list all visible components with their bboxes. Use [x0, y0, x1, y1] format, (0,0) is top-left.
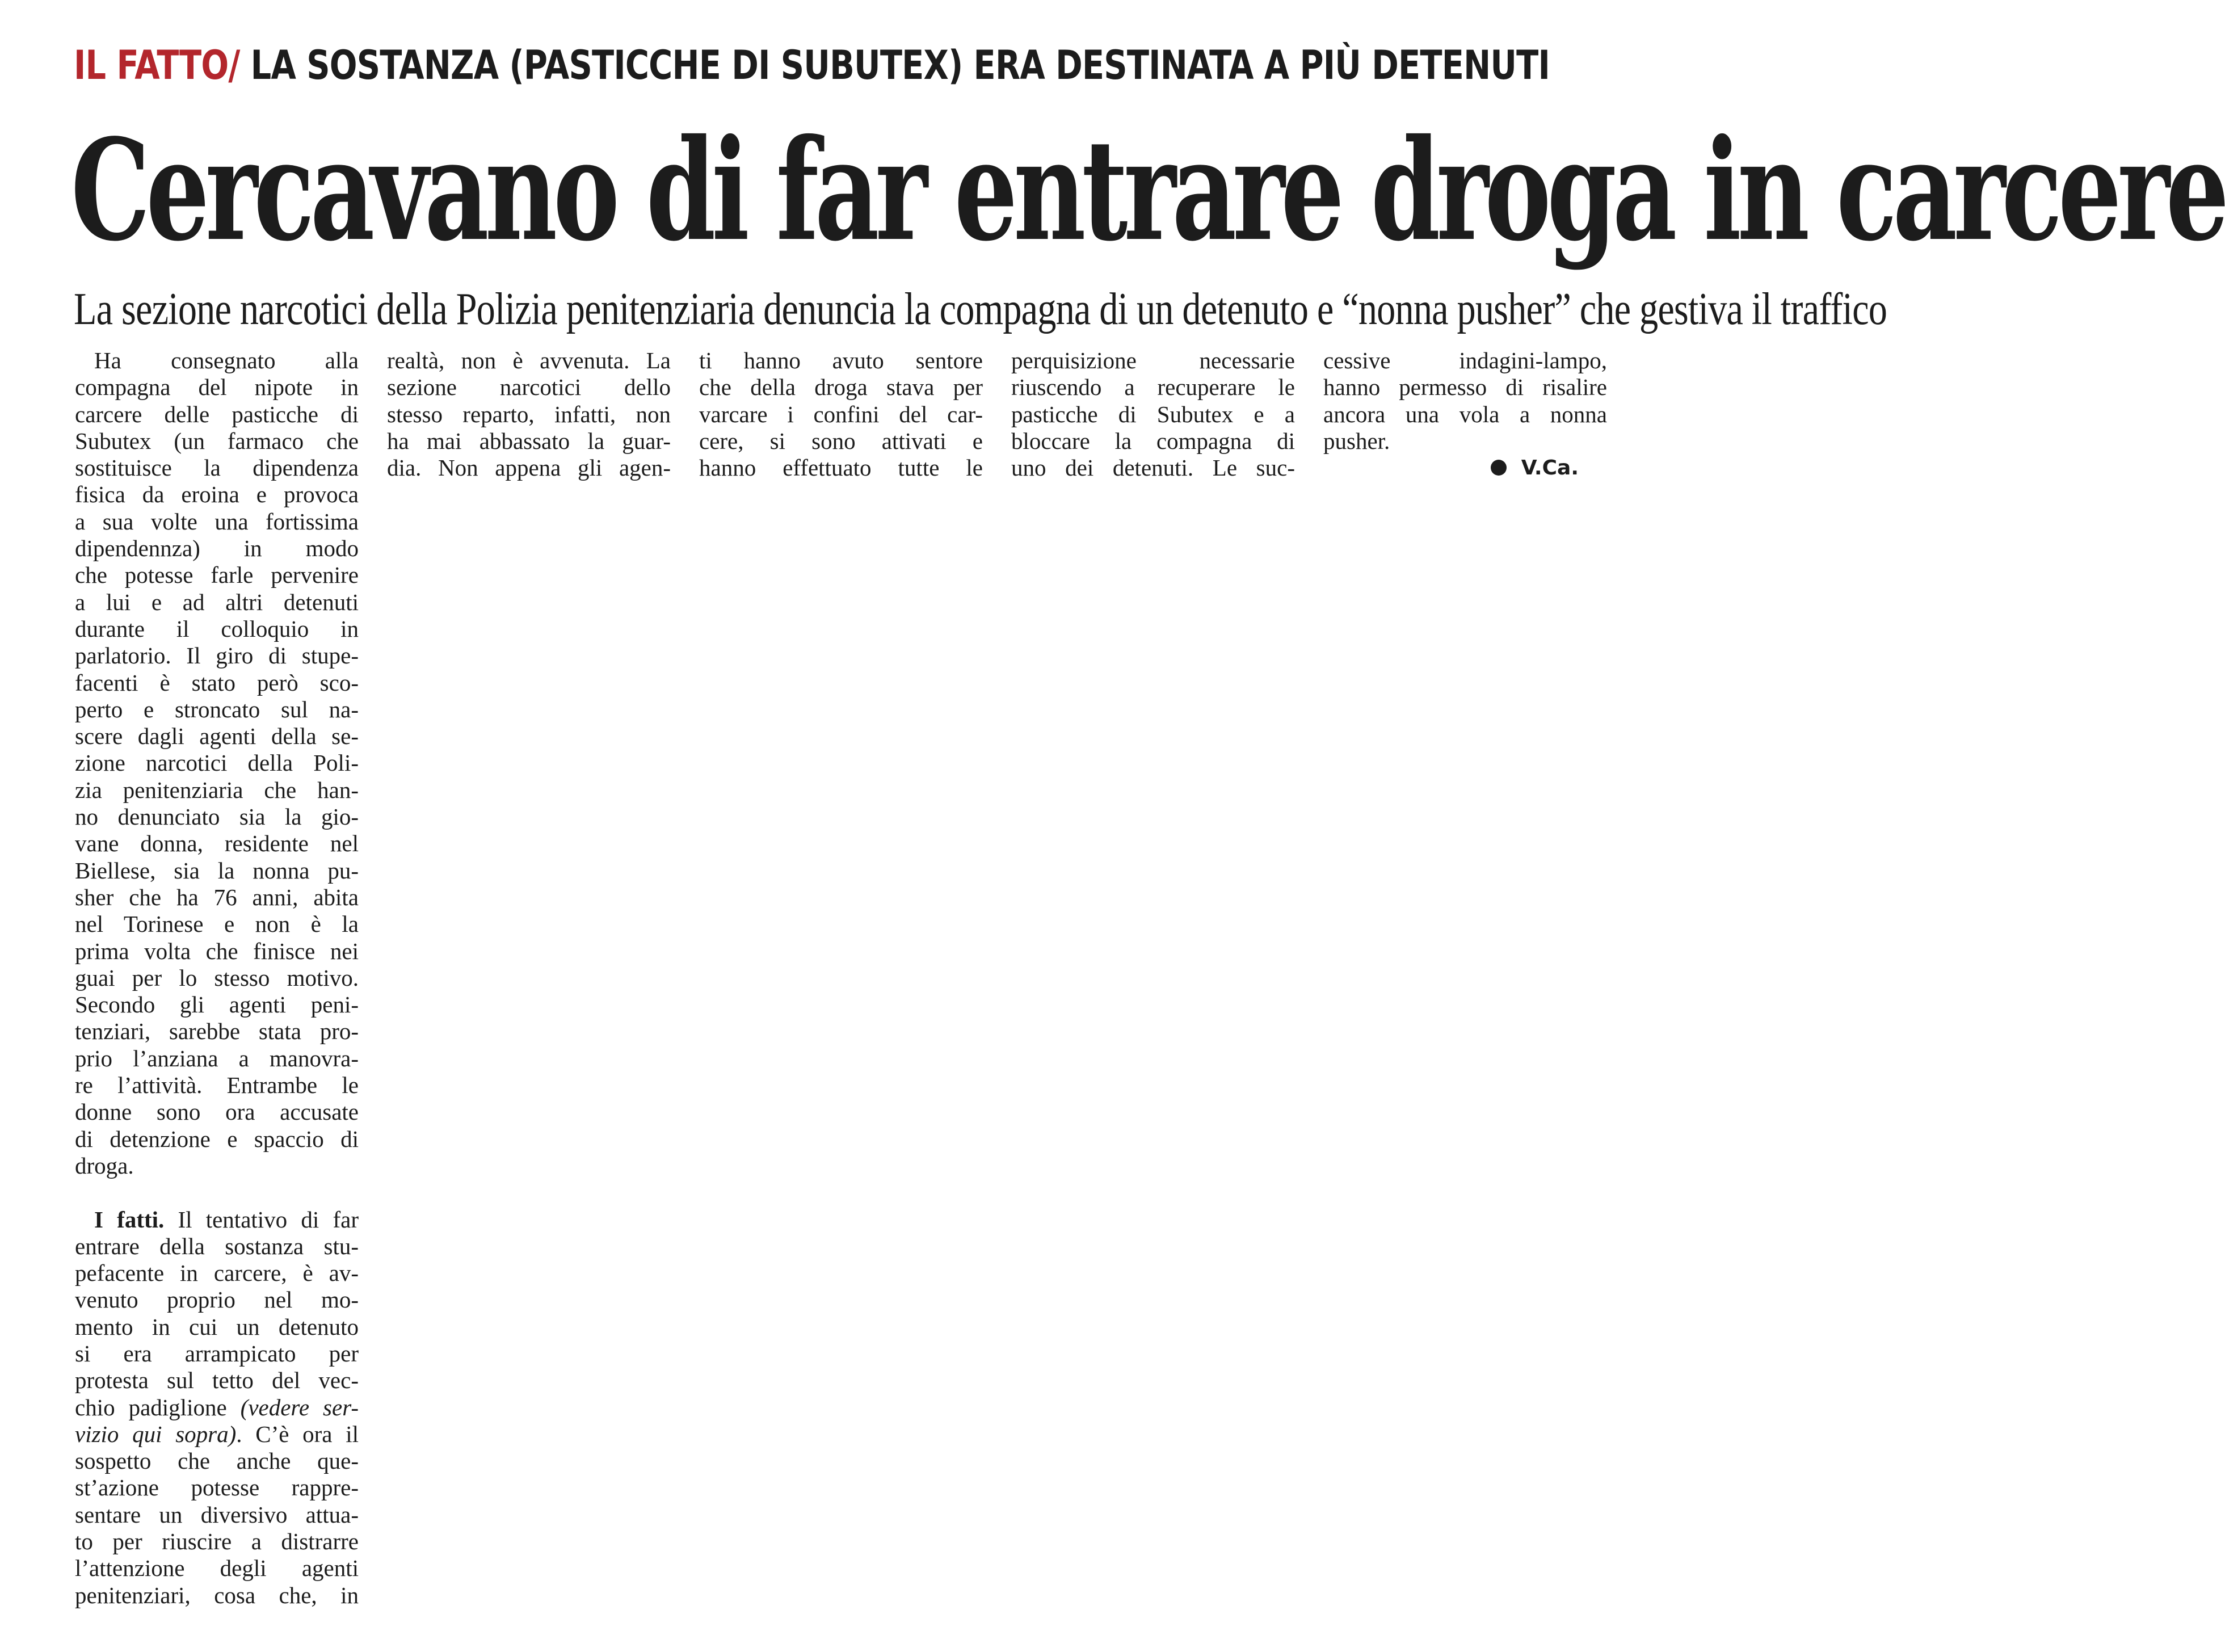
- text-line: sher che ha 76 anni, abita: [75, 884, 359, 910]
- article-column-1: [75, 347, 359, 1609]
- text-line: hanno effettuato tutte le: [699, 455, 983, 481]
- text-line: st’azione potesse rappre-: [75, 1474, 359, 1501]
- text-line: prima volta che finisce nei: [75, 938, 359, 964]
- text-run: . C’è ora il: [236, 1420, 359, 1447]
- text-line: l’attenzione degli agenti: [75, 1555, 359, 1582]
- run-in-head: I fatti.: [94, 1206, 165, 1233]
- kicker-text: LA SOSTANZA (PASTICCHE DI SUBUTEX) ERA DESTINATA A PIÙ DETENUTI: [239, 42, 1550, 89]
- text-line: durante il colloquio in: [75, 615, 359, 642]
- text-line: pasticche di Subutex e a: [1011, 401, 1295, 427]
- text-line: si era arrampicato per: [75, 1340, 359, 1367]
- italic-reference: vizio qui sopra): [75, 1420, 237, 1447]
- text-line: pusher.: [1323, 427, 1390, 454]
- text-line: entrare della sostanza stu-: [75, 1233, 359, 1259]
- text-line: riuscendo a recuperare le: [1011, 374, 1295, 401]
- text-line: mento in cui un detenuto: [75, 1313, 359, 1340]
- text-line: vane donna, residente nel: [75, 830, 359, 857]
- headline: Cercavano di far entrare droga in carcere: [71, 108, 2225, 272]
- text-line: prio l’anziana a manovra-: [75, 1045, 359, 1071]
- text-line: sostituisce la dipendenza: [75, 455, 359, 481]
- text-line: Ha consegnato alla: [94, 347, 359, 373]
- text-line: cere, si sono attivati e: [699, 427, 983, 454]
- text-line: protesta sul tetto del vec-: [75, 1367, 359, 1394]
- text-line: ti hanno avuto sentore: [699, 347, 983, 373]
- text-line: perto e stroncato sul na-: [75, 696, 359, 722]
- article-column-5: [1323, 347, 1607, 481]
- text-line: Secondo gli agenti peni-: [75, 991, 359, 1018]
- text-line: Biellese, sia la nonna pu-: [75, 857, 359, 884]
- text-line: [75, 1421, 359, 1448]
- text-line: ancora una vola a nonna: [1323, 401, 1607, 427]
- text-line: penitenziari, cosa che, in: [75, 1582, 359, 1608]
- text-line: a lui e ad altri detenuti: [75, 589, 359, 615]
- text-line: parlatorio. Il giro di stupe-: [75, 642, 359, 669]
- text-line: no denunciato sia la gio-: [75, 804, 359, 830]
- text-line: perquisizione necessarie: [1011, 347, 1295, 373]
- text-line: carcere delle pasticche di: [75, 401, 359, 427]
- text-line: guai per lo stesso motivo.: [75, 964, 359, 991]
- text-line: re l’attività. Entrambe le: [75, 1072, 359, 1099]
- text-line: bloccare la compagna di: [1011, 427, 1295, 454]
- subheadline: La sezione narcotici della Polizia penitenziaria denuncia la compagna di un detenuto e “nonna pusher” che gestiva il traffico: [74, 284, 1887, 334]
- text-line: sospetto che anche que-: [75, 1448, 359, 1474]
- article-column-3: [699, 347, 983, 481]
- text-line: zia penitenziaria che han-: [75, 776, 359, 803]
- text-line: realtà, non è avvenuta. La: [387, 347, 671, 373]
- paragraph-gap: [75, 1179, 359, 1206]
- article-column-4: [1011, 347, 1295, 481]
- text-line: Subutex (un farmaco che: [75, 427, 359, 454]
- text-line: donne sono ora accusate: [75, 1099, 359, 1125]
- text-line: venuto proprio nel mo-: [75, 1287, 359, 1313]
- text-line: stesso reparto, infatti, non: [387, 401, 671, 427]
- bullet-dot-icon: [1491, 460, 1507, 476]
- text-line: di detenzione e spaccio di: [75, 1125, 359, 1152]
- text-line: tenziari, sarebbe stata pro-: [75, 1018, 359, 1045]
- text-line: zione narcotici della Poli-: [75, 750, 359, 776]
- text-line: to per riuscire a distrarre: [75, 1528, 359, 1555]
- italic-reference: (vedere ser-: [240, 1394, 359, 1420]
- text-line: cessive indagini-lampo,: [1323, 347, 1607, 373]
- text-line: scere dagli agenti della se-: [75, 723, 359, 750]
- text-line: facenti è stato però sco-: [75, 669, 359, 696]
- text-line: che potesse farle pervenire: [75, 562, 359, 589]
- text-line: fisica da eroina e provoca: [75, 481, 359, 508]
- text-line: sezione narcotici dello: [387, 374, 671, 401]
- text-line: [75, 1394, 359, 1421]
- text-run: chio padiglione: [75, 1394, 227, 1420]
- kicker-label: IL FATTO/: [74, 42, 240, 89]
- text-line: dipendennza) in modo: [75, 535, 359, 562]
- text-line: dia. Non appena gli agen-: [387, 455, 671, 481]
- text-line: ha mai abbassato la guar-: [387, 427, 671, 454]
- text-line: varcare i confini del car-: [699, 401, 983, 427]
- text-run: Il tentativo di far: [164, 1206, 359, 1233]
- text-line: [75, 1207, 359, 1233]
- byline-text: V.Ca.: [1521, 456, 1579, 480]
- text-line: sentare un diversivo attua-: [75, 1501, 359, 1528]
- text-line: che della droga stava per: [699, 374, 983, 401]
- text-line: droga.: [75, 1152, 134, 1179]
- text-line: pefacente in carcere, è av-: [75, 1260, 359, 1287]
- article-column-2: [387, 347, 671, 481]
- text-line: hanno permesso di risalire: [1323, 374, 1607, 401]
- text-line: nel Torinese e non è la: [75, 911, 359, 938]
- text-line: compagna del nipote in: [75, 374, 359, 401]
- kicker: [74, 34, 1550, 96]
- text-line: uno dei detenuti. Le suc-: [1011, 455, 1295, 481]
- text-line: a sua volte una fortissima: [75, 508, 359, 535]
- byline: [1323, 455, 1607, 481]
